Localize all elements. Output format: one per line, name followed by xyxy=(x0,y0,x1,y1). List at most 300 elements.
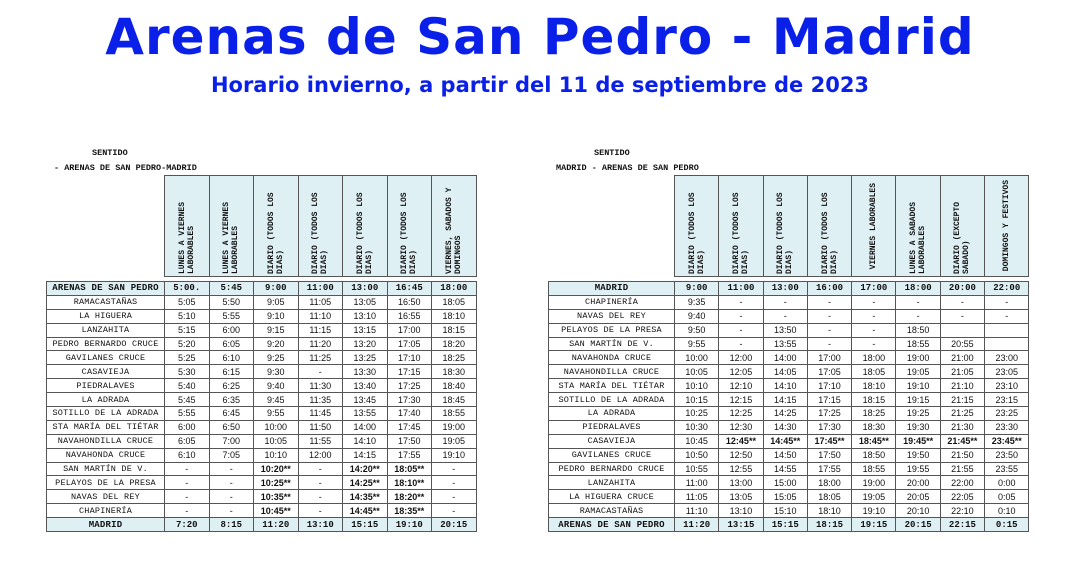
time-cell: 6:00 xyxy=(209,323,254,337)
table-row xyxy=(47,379,477,393)
time-cell: 16:55 xyxy=(387,309,432,323)
stop-name: ARENAS DE SAN PEDRO xyxy=(549,518,675,532)
stop-name: PEDRO BERNARDO CRUCE xyxy=(47,337,165,351)
time-cell: 18:00 xyxy=(432,282,477,296)
time-cell: 5:45 xyxy=(209,282,254,296)
column-header xyxy=(807,176,851,277)
time-cell: 9:50 xyxy=(675,323,719,337)
time-cell: 17:05 xyxy=(387,337,432,351)
time-cell: 17:55 xyxy=(387,448,432,462)
time-cell: 13:05 xyxy=(343,295,388,309)
table-row xyxy=(47,420,477,434)
time-cell: 9:25 xyxy=(254,351,299,365)
time-cell: 14:55 xyxy=(763,462,807,476)
time-cell: 17:10 xyxy=(387,351,432,365)
time-cell: 14:00 xyxy=(343,420,388,434)
time-cell: 9:40 xyxy=(675,309,719,323)
route-label: MADRID - ARENAS DE SAN PEDRO xyxy=(556,163,699,173)
time-cell: 13:15 xyxy=(343,323,388,337)
time-cell: 12:25 xyxy=(719,407,763,421)
time-cell: 11:00 xyxy=(298,282,343,296)
time-cell: 14:25** xyxy=(343,476,388,490)
time-cell: 19:10 xyxy=(852,504,896,518)
time-cell: 6:00 xyxy=(165,420,210,434)
time-cell: 6:50 xyxy=(209,420,254,434)
header-row xyxy=(549,176,1029,277)
time-cell: 20:00 xyxy=(940,282,984,296)
time-cell: 21:00 xyxy=(940,351,984,365)
stop-name: STA MARÍA DEL TIÉTAR xyxy=(549,379,675,393)
time-cell: 10:25 xyxy=(675,407,719,421)
column-header xyxy=(387,176,432,277)
time-cell: 13:55 xyxy=(763,337,807,351)
stop-name: GAVILANES CRUCE xyxy=(47,351,165,365)
time-cell: 17:05 xyxy=(807,365,851,379)
time-cell: 10:00 xyxy=(254,420,299,434)
time-cell: 17:30 xyxy=(387,393,432,407)
corner-cell xyxy=(549,176,675,277)
time-cell: - xyxy=(852,309,896,323)
time-cell: - xyxy=(432,476,477,490)
time-cell: 23:10 xyxy=(985,379,1029,393)
time-cell: 11:20 xyxy=(298,337,343,351)
time-cell: - xyxy=(940,295,984,309)
time-cell: 12:00 xyxy=(298,448,343,462)
time-cell: 14:45** xyxy=(343,504,388,518)
time-cell: 20:15 xyxy=(432,518,477,532)
time-cell: - xyxy=(432,504,477,518)
time-cell: 23:55 xyxy=(985,462,1029,476)
time-cell: 10:45 xyxy=(675,434,719,448)
stop-name: MADRID xyxy=(47,518,165,532)
time-cell: 17:45 xyxy=(387,420,432,434)
time-cell: 14:45** xyxy=(763,434,807,448)
time-cell: 18:05 xyxy=(432,295,477,309)
column-header-label: LUNES A SABADOS LABORABLES xyxy=(909,201,928,274)
table-row xyxy=(47,490,477,504)
table-row xyxy=(549,282,1029,296)
time-cell: - xyxy=(985,295,1029,309)
time-cell: 14:10 xyxy=(343,434,388,448)
time-cell: 17:40 xyxy=(387,407,432,421)
time-cell: 5:20 xyxy=(165,337,210,351)
time-cell: 13:10 xyxy=(298,518,343,532)
time-cell xyxy=(985,323,1029,337)
column-header xyxy=(432,176,477,277)
time-cell: 23:05 xyxy=(985,365,1029,379)
stop-name: PELAYOS DE LA PRESA xyxy=(47,476,165,490)
time-cell: - xyxy=(209,490,254,504)
table-row xyxy=(47,448,477,462)
time-cell: 16:00 xyxy=(807,282,851,296)
column-header xyxy=(985,176,1029,277)
column-header-label: DOMINGOS Y FESTIVOS xyxy=(1002,180,1012,272)
time-cell: 9:30 xyxy=(254,365,299,379)
time-cell: 18:45 xyxy=(432,393,477,407)
time-cell: 9:10 xyxy=(254,309,299,323)
time-cell: 9:55 xyxy=(675,337,719,351)
table-row xyxy=(47,351,477,365)
table-row xyxy=(47,337,477,351)
time-cell: 0:15 xyxy=(985,518,1029,532)
time-cell: 23:15 xyxy=(985,393,1029,407)
stop-name: LANZAHITA xyxy=(47,323,165,337)
time-cell: 6:05 xyxy=(209,337,254,351)
column-header-label: DIARIO (EXCEPTO SABADO) xyxy=(953,201,972,274)
time-cell: 7:00 xyxy=(209,434,254,448)
time-cell: 0:00 xyxy=(985,476,1029,490)
time-cell: - xyxy=(719,295,763,309)
table-row xyxy=(549,351,1029,365)
stop-name: LA HIGUERA CRUCE xyxy=(549,490,675,504)
time-cell: 20:10 xyxy=(896,504,940,518)
stop-name: NAVAS DEL REY xyxy=(549,309,675,323)
time-cell: - xyxy=(432,462,477,476)
table-row xyxy=(47,518,477,532)
time-cell: - xyxy=(209,476,254,490)
time-cell: - xyxy=(807,337,851,351)
time-cell: 9:15 xyxy=(254,323,299,337)
stop-name: LA ADRADA xyxy=(47,393,165,407)
column-header-label: LUNES A VIERNES LABORABLES xyxy=(177,201,196,274)
time-cell: 18:05** xyxy=(387,462,432,476)
time-cell: 18:10 xyxy=(807,504,851,518)
stop-name: SAN MARTÍN DE V. xyxy=(549,337,675,351)
time-cell: 9:35 xyxy=(675,295,719,309)
route-label: - ARENAS DE SAN PEDRO-MADRID xyxy=(54,163,197,173)
time-cell: 18:55 xyxy=(432,407,477,421)
time-cell: 18:20** xyxy=(387,490,432,504)
time-cell: 16:50 xyxy=(387,295,432,309)
table-row xyxy=(47,282,477,296)
time-cell: 9:00 xyxy=(675,282,719,296)
time-cell: 11:05 xyxy=(675,490,719,504)
time-cell: 14:30 xyxy=(763,420,807,434)
time-cell: 23:25 xyxy=(985,407,1029,421)
time-cell: 13:15 xyxy=(719,518,763,532)
column-header-label: DIARIO (TODOS LOS DIAS) xyxy=(311,192,330,274)
time-cell: - xyxy=(807,309,851,323)
table-row xyxy=(549,518,1029,532)
time-cell: 6:05 xyxy=(165,434,210,448)
time-cell: - xyxy=(719,323,763,337)
stop-name: SOTILLO DE LA ADRADA xyxy=(549,393,675,407)
time-cell: - xyxy=(165,476,210,490)
table-row xyxy=(549,393,1029,407)
stop-name: NAVAHONDA CRUCE xyxy=(549,351,675,365)
time-cell: 17:50 xyxy=(807,448,851,462)
time-cell xyxy=(985,337,1029,351)
column-header xyxy=(896,176,940,277)
time-cell: 12:10 xyxy=(719,379,763,393)
table-row xyxy=(549,309,1029,323)
time-cell: 19:00 xyxy=(852,476,896,490)
time-cell: 22:00 xyxy=(985,282,1029,296)
stop-name: CASAVIEJA xyxy=(549,434,675,448)
column-header xyxy=(852,176,896,277)
time-cell: 0:05 xyxy=(985,490,1029,504)
time-cell: - xyxy=(165,462,210,476)
time-cell: 18:30 xyxy=(432,365,477,379)
time-cell: 17:00 xyxy=(852,282,896,296)
stop-name: GAVILANES CRUCE xyxy=(549,448,675,462)
time-cell: 9:40 xyxy=(254,379,299,393)
table-row xyxy=(549,448,1029,462)
time-cell: 23:50 xyxy=(985,448,1029,462)
time-cell: 20:55 xyxy=(940,337,984,351)
time-cell: 17:00 xyxy=(387,323,432,337)
time-cell: 13:10 xyxy=(343,309,388,323)
time-cell: 10:25** xyxy=(254,476,299,490)
time-cell: 17:15 xyxy=(807,393,851,407)
column-header xyxy=(254,176,299,277)
table-row xyxy=(549,420,1029,434)
time-cell: 10:30 xyxy=(675,420,719,434)
stop-name: RAMACASTAÑAS xyxy=(549,504,675,518)
column-header-label: VIERNES, SABADOS Y DOMINGOS xyxy=(444,187,463,274)
stop-name: LA ADRADA xyxy=(549,407,675,421)
time-cell: - xyxy=(985,309,1029,323)
stop-name: RAMACASTAÑAS xyxy=(47,295,165,309)
time-cell: 15:10 xyxy=(763,504,807,518)
time-cell: 13:25 xyxy=(343,351,388,365)
time-cell: 12:45** xyxy=(719,434,763,448)
time-cell: 10:35** xyxy=(254,490,299,504)
time-cell: 11:30 xyxy=(298,379,343,393)
timetable xyxy=(548,175,1029,532)
time-cell: - xyxy=(807,295,851,309)
time-cell: 9:45 xyxy=(254,393,299,407)
time-cell: 15:05 xyxy=(763,490,807,504)
time-cell: 23:00 xyxy=(985,351,1029,365)
stop-name: CASAVIEJA xyxy=(47,365,165,379)
stop-name: LANZAHITA xyxy=(549,476,675,490)
time-cell: 14:15 xyxy=(343,448,388,462)
time-cell: - xyxy=(763,309,807,323)
time-cell: 11:10 xyxy=(675,504,719,518)
time-cell: 5:15 xyxy=(165,323,210,337)
time-cell: 20:15 xyxy=(896,518,940,532)
time-cell: 14:10 xyxy=(763,379,807,393)
time-cell: 19:10 xyxy=(387,518,432,532)
stop-name: NAVAHONDILLA CRUCE xyxy=(47,434,165,448)
time-cell: 18:00 xyxy=(852,351,896,365)
time-cell: 23:45** xyxy=(985,434,1029,448)
time-cell: 9:20 xyxy=(254,337,299,351)
time-cell: 13:00 xyxy=(763,282,807,296)
table-row xyxy=(549,490,1029,504)
time-cell: 21:05 xyxy=(940,365,984,379)
time-cell: - xyxy=(298,462,343,476)
time-cell: 9:05 xyxy=(254,295,299,309)
time-cell: 18:10** xyxy=(387,476,432,490)
time-cell: 10:45** xyxy=(254,504,299,518)
time-cell: 18:55 xyxy=(852,462,896,476)
column-header-label: DIARIO (TODOS LOS DIAS) xyxy=(687,192,706,274)
time-cell: 12:00 xyxy=(719,351,763,365)
time-cell: - xyxy=(165,490,210,504)
page-title: Arenas de San Pedro - Madrid xyxy=(105,8,975,66)
time-cell: 11:45 xyxy=(298,407,343,421)
time-cell: 7:20 xyxy=(165,518,210,532)
time-cell: 10:05 xyxy=(254,434,299,448)
time-cell: 7:05 xyxy=(209,448,254,462)
time-cell: 18:45** xyxy=(852,434,896,448)
time-cell: 5:25 xyxy=(165,351,210,365)
table-row xyxy=(47,407,477,421)
timetable-arenas-madrid xyxy=(46,146,477,532)
table-row xyxy=(47,476,477,490)
time-cell: 19:50 xyxy=(896,448,940,462)
table-row xyxy=(47,504,477,518)
table-row xyxy=(47,434,477,448)
time-cell: 15:00 xyxy=(763,476,807,490)
time-cell: 18:25 xyxy=(852,407,896,421)
header-row xyxy=(47,176,477,277)
time-cell: 11:15 xyxy=(298,323,343,337)
time-cell: 19:00 xyxy=(896,351,940,365)
time-cell: 13:40 xyxy=(343,379,388,393)
time-cell: - xyxy=(719,309,763,323)
time-cell: - xyxy=(209,462,254,476)
table-row xyxy=(47,365,477,379)
column-header xyxy=(940,176,984,277)
time-cell: 13:55 xyxy=(343,407,388,421)
column-header-label: DIARIO (TODOS LOS DIAS) xyxy=(355,192,374,274)
time-cell: 5:55 xyxy=(165,407,210,421)
time-cell: 10:00 xyxy=(675,351,719,365)
time-cell: 14:25 xyxy=(763,407,807,421)
stop-name: LA HIGUERA xyxy=(47,309,165,323)
stop-name: MADRID xyxy=(549,282,675,296)
direction-label: SENTIDO xyxy=(92,148,128,158)
time-cell: 10:10 xyxy=(254,448,299,462)
stop-name: STA MARÍA DEL TIÉTAR xyxy=(47,420,165,434)
table-row xyxy=(47,393,477,407)
table-row xyxy=(549,337,1029,351)
time-cell: 14:50 xyxy=(763,448,807,462)
time-cell: 10:55 xyxy=(675,462,719,476)
time-cell: 14:00 xyxy=(763,351,807,365)
column-header-label: DIARIO (TODOS LOS DIAS) xyxy=(820,192,839,274)
time-cell: 13:20 xyxy=(343,337,388,351)
time-cell: 18:05 xyxy=(852,365,896,379)
column-header xyxy=(165,176,210,277)
time-cell: - xyxy=(432,490,477,504)
table-row xyxy=(47,323,477,337)
time-cell: 23:30 xyxy=(985,420,1029,434)
time-cell: 21:30 xyxy=(940,420,984,434)
time-cell: 10:05 xyxy=(675,365,719,379)
stop-name: CHAPINERÍA xyxy=(47,504,165,518)
time-cell: 13:10 xyxy=(719,504,763,518)
time-cell: 10:15 xyxy=(675,393,719,407)
time-cell: 20:05 xyxy=(896,490,940,504)
stop-name: SAN MARTÍN DE V. xyxy=(47,462,165,476)
time-cell: 14:15 xyxy=(763,393,807,407)
time-cell: - xyxy=(763,295,807,309)
time-cell: - xyxy=(896,309,940,323)
time-cell: - xyxy=(209,504,254,518)
time-cell: 5:45 xyxy=(165,393,210,407)
time-cell: 15:15 xyxy=(343,518,388,532)
stop-name: PEDRO BERNARDO CRUCE xyxy=(549,462,675,476)
table-row xyxy=(549,379,1029,393)
time-cell: 9:55 xyxy=(254,407,299,421)
time-cell: - xyxy=(852,295,896,309)
time-cell: 18:30 xyxy=(852,420,896,434)
time-cell: 11:50 xyxy=(298,420,343,434)
stop-name: PIEDRALAVES xyxy=(549,420,675,434)
time-cell: 12:30 xyxy=(719,420,763,434)
time-cell: 12:55 xyxy=(719,462,763,476)
table-row xyxy=(549,323,1029,337)
time-cell: 21:15 xyxy=(940,393,984,407)
time-cell: 11:20 xyxy=(254,518,299,532)
time-cell: 13:45 xyxy=(343,393,388,407)
timetable-madrid-arenas xyxy=(548,146,1029,532)
time-cell: 14:35** xyxy=(343,490,388,504)
time-cell: 12:15 xyxy=(719,393,763,407)
time-cell: 6:45 xyxy=(209,407,254,421)
column-header xyxy=(209,176,254,277)
time-cell: 10:50 xyxy=(675,448,719,462)
time-cell: 22:10 xyxy=(940,504,984,518)
column-header xyxy=(763,176,807,277)
time-cell: - xyxy=(896,295,940,309)
time-cell: 11:00 xyxy=(719,282,763,296)
stop-name: SOTILLO DE LA ADRADA xyxy=(47,407,165,421)
time-cell: 5:05 xyxy=(165,295,210,309)
time-cell: 18:25 xyxy=(432,351,477,365)
corner-cell xyxy=(47,176,165,277)
stop-name: CHAPINERÍA xyxy=(549,295,675,309)
time-cell: 12:05 xyxy=(719,365,763,379)
stop-name: PIEDRALAVES xyxy=(47,379,165,393)
time-cell: 19:05 xyxy=(896,365,940,379)
time-cell: 10:20** xyxy=(254,462,299,476)
time-cell: 6:25 xyxy=(209,379,254,393)
table-row xyxy=(549,434,1029,448)
time-cell: 17:30 xyxy=(807,420,851,434)
time-cell: 13:00 xyxy=(343,282,388,296)
time-cell: - xyxy=(852,337,896,351)
time-cell: 18:00 xyxy=(896,282,940,296)
column-header-label: DIARIO (TODOS LOS DIAS) xyxy=(776,192,795,274)
time-cell: 18:00 xyxy=(807,476,851,490)
time-cell: 11:05 xyxy=(298,295,343,309)
time-cell: 19:05 xyxy=(852,490,896,504)
time-cell: 17:25 xyxy=(387,379,432,393)
column-header-label: VIERNES LABORABLES xyxy=(869,182,879,270)
column-header xyxy=(675,176,719,277)
table-row xyxy=(549,504,1029,518)
time-cell: 5:00. xyxy=(165,282,210,296)
time-cell: 9:00 xyxy=(254,282,299,296)
time-cell: 11:35 xyxy=(298,393,343,407)
time-cell: 12:50 xyxy=(719,448,763,462)
stop-name: NAVAHONDA CRUCE xyxy=(47,448,165,462)
column-header xyxy=(298,176,343,277)
table-row xyxy=(47,462,477,476)
stop-name: NAVAS DEL REY xyxy=(47,490,165,504)
time-cell: 11:25 xyxy=(298,351,343,365)
time-cell: 18:35** xyxy=(387,504,432,518)
stop-name: NAVAHONDILLA CRUCE xyxy=(549,365,675,379)
time-cell: 14:05 xyxy=(763,365,807,379)
column-header xyxy=(343,176,388,277)
time-cell: 19:25 xyxy=(896,407,940,421)
